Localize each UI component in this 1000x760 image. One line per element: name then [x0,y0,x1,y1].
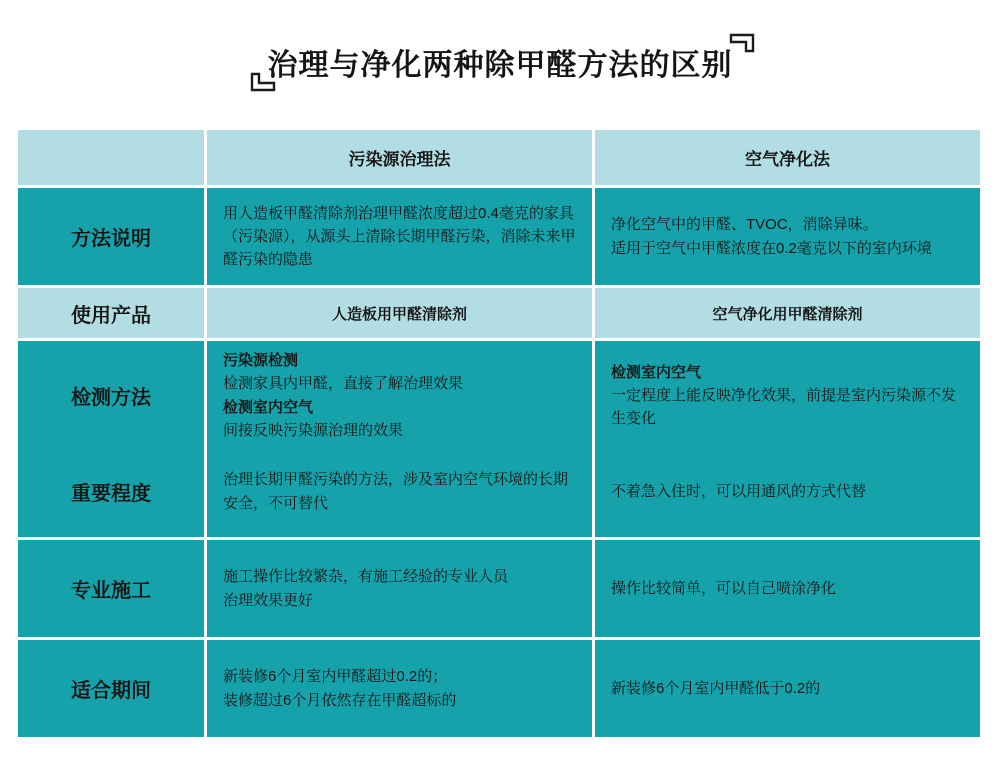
row-label: 检测方法 [18,341,204,450]
comparison-table [18,130,982,737]
row-label: 重要程度 [18,446,204,537]
table-row [18,288,982,338]
table-row [18,188,982,285]
cell-text: 施工操作比较繁杂，有施工经验的专业人员 [223,568,509,586]
table-cell [207,640,592,737]
corner-bracket-top-right-icon [729,33,755,53]
cell-subheading: 空气净化用甲醛清除剂 [712,305,863,323]
row-label: 适合期间 [18,640,204,737]
table-corner-cell [18,130,204,185]
cell-text: 操作比较简单，可以自己喷涂净化 [611,579,837,597]
table-row [18,640,982,737]
cell-text: 间接反映污染源治理的效果 [223,421,404,439]
table-cell [595,540,980,637]
column-header-air-purification: 空气净化法 [595,130,980,185]
cell-text: 一定程度上能反映净化效果，前提是室内污染源不发生变化 [611,386,957,428]
cell-text: 不着急入住时，可以用通风的方式代替 [611,482,867,500]
cell-text: 用人造板甲醛清除剂治理甲醛浓度超过0.4毫克的家具（污染源），从源头上清除长期甲醛污染，消除未来甲醛污染的隐患 [223,204,576,269]
page-title: 治理与净化两种除甲醛方法的区别 [267,48,733,82]
cell-text: 适用于空气中甲醛浓度在0.2毫克以下的室内环境 [611,239,932,257]
table-cell [595,288,980,338]
row-label: 使用产品 [18,288,204,338]
cell-text: 检测家具内甲醛，直接了解治理效果 [223,375,464,393]
cell-subheading: 污染源检测 [223,352,299,369]
title-wrap [268,49,733,82]
corner-bracket-bottom-left-icon [250,72,276,92]
table-row [18,540,982,637]
table-cell [207,341,592,450]
table-header-row [18,130,982,185]
table-cell [207,288,592,338]
cell-text: 净化空气中的甲醛、TVOC，消除异味。 [611,216,878,234]
cell-subheading: 检测室内空气 [611,363,702,381]
cell-subheading: 人造板用甲醛清除剂 [331,305,467,323]
cell-text: 新装修6个月室内甲醛低于0.2的 [611,679,821,697]
title-block [0,0,1000,130]
row-label: 专业施工 [18,540,204,637]
cell-subheading: 检测室内空气 [223,398,314,416]
row-label: 方法说明 [18,188,204,285]
table-row [18,341,982,443]
table-cell [595,446,980,537]
cell-text: 治理效果更好 [223,591,314,609]
table-cell [207,540,592,637]
cell-text: 新装修6个月室内甲醛超过0.2的； [223,668,448,686]
column-header-pollution-source-treatment: 污染源治理法 [207,130,592,185]
table-cell [595,640,980,737]
cell-text: 装修超过6个月依然存在甲醛超标的 [223,691,457,709]
table-cell [595,341,980,450]
table-cell [207,188,592,285]
table-cell [207,446,592,537]
table-row [18,446,982,537]
cell-text: 治理长期甲醛污染的方法，涉及室内空气环境的长期安全，不可替代 [223,471,569,512]
table-cell [595,188,980,285]
